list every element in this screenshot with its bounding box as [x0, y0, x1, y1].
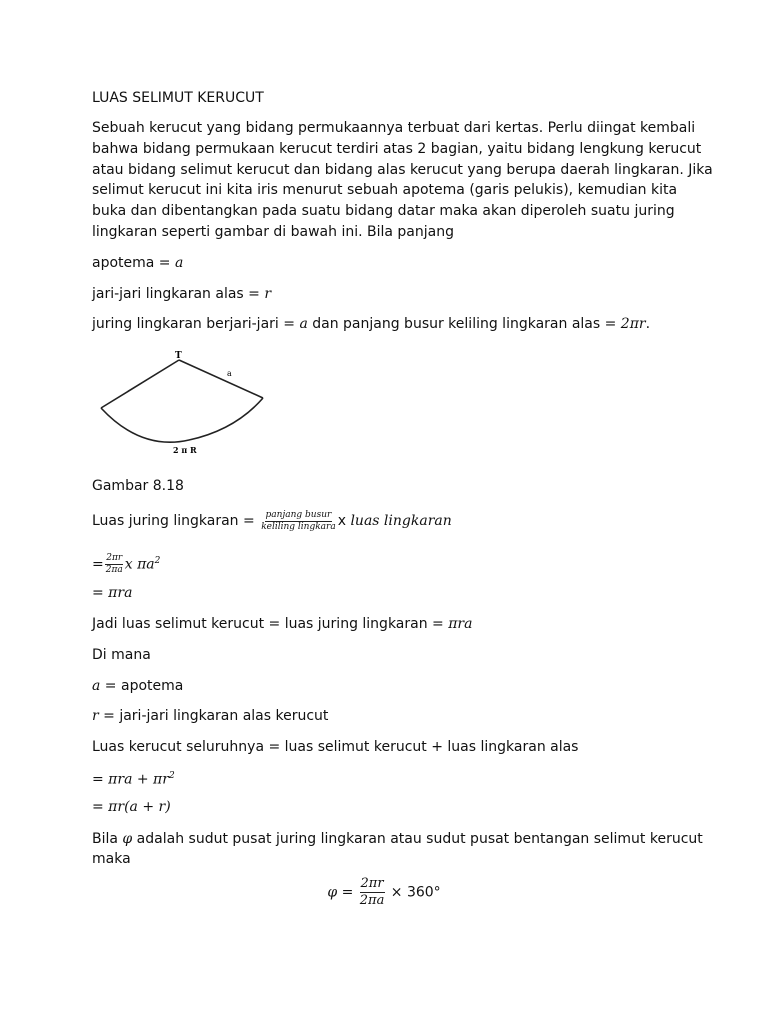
phi-formula: [0, 876, 768, 909]
def-a-line: [92, 676, 183, 696]
times-sign: x: [337, 513, 346, 529]
apex-label: T: [175, 351, 182, 361]
juring-end: .: [645, 316, 651, 332]
exponent: 2: [154, 556, 161, 566]
fraction-numerator: panjang busur: [265, 509, 332, 520]
intro-line-6: lingkaran seperti gambar di bawah ini. Bila panjang: [92, 224, 454, 240]
arc-label: 2 π R: [173, 445, 197, 455]
fraction-busur-keliling: [260, 510, 337, 533]
apotema-line: [92, 253, 183, 273]
def-r-text: = jari-jari lingkaran alas kerucut: [98, 708, 329, 724]
intro-line-3: atau bidang selimut kerucut dan bidang alas kerucut yang berupa daerah lingkaran. Jika: [92, 162, 713, 178]
cone-net-figure: [95, 346, 275, 458]
bila-var: φ: [122, 831, 133, 847]
intro-line-4: selimut kerucut ini kita iris menurut sebuah apotema (garis pelukis), kemudian kita: [92, 182, 678, 198]
bila-text-1: Bila: [92, 831, 123, 847]
total-formula-1: [92, 766, 175, 790]
times-pi-a: x πa: [124, 556, 155, 573]
exponent: 2: [168, 771, 175, 781]
juring-line: [92, 314, 650, 334]
di-mana-line: Di mana: [92, 647, 151, 663]
intro-line-1: Sebuah kerucut yang bidang permukaannya terbuat dari kertas. Perlu diingat kembali: [92, 120, 696, 136]
side-label: a: [227, 369, 232, 378]
fraction-denominator: 2πa: [359, 893, 385, 908]
fraction-denominator: keliling lingkara: [261, 521, 336, 532]
sector-right-edge: [179, 360, 263, 398]
def-r-line: [92, 706, 328, 726]
intro-line-2: bahwa bidang permukaan kerucut terdiri atas 2 bagian, yaitu bidang lengkung kerucut: [92, 141, 702, 157]
phi-rhs: × 360°: [386, 884, 441, 901]
luas-juring-label: Luas juring lingkaran =: [92, 513, 260, 529]
jari-label: jari-jari lingkaran alas =: [92, 286, 265, 302]
sector-left-edge: [101, 360, 179, 408]
step-2-formula: [92, 548, 160, 578]
jadi-expr: πra: [448, 616, 473, 632]
bila-line-2: maka: [92, 851, 131, 867]
step-3-formula: = πra: [92, 585, 133, 601]
fraction-denominator: 2πa: [105, 565, 123, 576]
def-a-text: = apotema: [100, 678, 184, 694]
equals-sign: =: [92, 556, 104, 573]
document-title: LUAS SELIMUT KERUCUT: [92, 90, 264, 106]
luas-total-line: Luas kerucut seluruhnya = luas selimut kerucut + luas lingkaran alas: [92, 739, 579, 755]
juring-text-1: juring lingkaran berjari-jari =: [92, 316, 300, 332]
total-expr-1: = πra + πr: [92, 771, 169, 788]
fraction-numerator: 2πr: [360, 876, 384, 891]
luas-juring-formula: [92, 508, 452, 534]
bila-line: [92, 829, 703, 849]
total-formula-2: = πr(a + r): [92, 799, 171, 815]
sector-arc: [101, 398, 263, 442]
jadi-text: Jadi luas selimut kerucut = luas juring lingkaran =: [92, 616, 449, 632]
juring-expr: 2πr: [620, 316, 646, 332]
fraction-numerator: 2πr: [106, 553, 123, 564]
juring-var: a: [299, 316, 308, 332]
jadi-line: [92, 614, 472, 634]
phi-lhs: φ =: [327, 884, 358, 901]
figure-caption: Gambar 8.18: [92, 478, 184, 494]
bila-text-2: adalah sudut pusat juring lingkaran atau sudut pusat bentangan selimut kerucut: [132, 831, 703, 847]
def-a-var: a: [92, 678, 101, 694]
apotema-label: apotema =: [92, 255, 175, 271]
luas-lingkaran-text: luas lingkaran: [346, 513, 452, 529]
jari-var: r: [264, 286, 272, 302]
juring-text-2: dan panjang busur keliling lingkaran alas =: [307, 316, 621, 332]
apotema-var: a: [174, 255, 184, 271]
jari-jari-line: [92, 284, 271, 304]
phi-fraction: [359, 876, 386, 909]
def-r-var: r: [92, 708, 99, 724]
intro-line-5: buka dan dibentangkan pada suatu bidang datar maka akan diperoleh suatu juring: [92, 203, 675, 219]
fraction-2pir-2pia: [105, 553, 124, 576]
